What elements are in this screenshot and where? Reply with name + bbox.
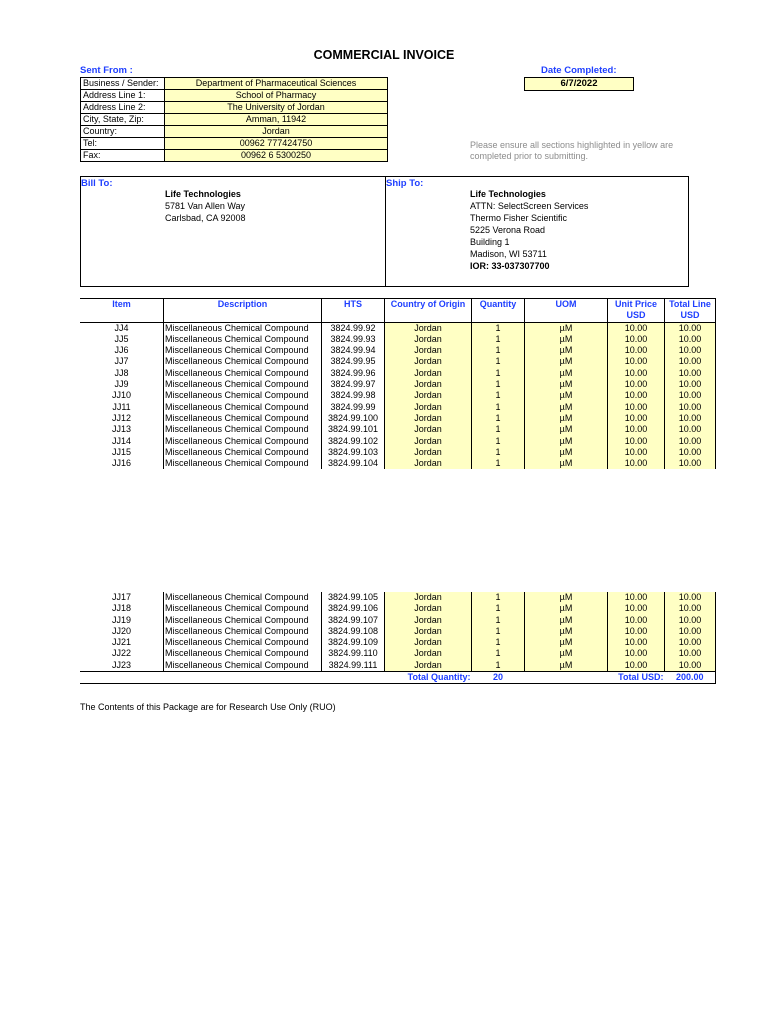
item-hts: 3824.99.95 — [322, 356, 385, 367]
item-country: Jordan — [385, 458, 472, 469]
item-id: JJ7 — [114, 356, 129, 367]
header-country: Country of Origin — [385, 299, 472, 323]
header-item: Item — [80, 299, 164, 323]
item-row — [80, 626, 716, 637]
item-total-line: 10.00 — [665, 345, 716, 356]
total-usd-value: 200.00 — [665, 672, 716, 684]
item-description: Miscellaneous Chemical Compound — [164, 345, 322, 356]
bill-to-line: 5781 Van Allen Way — [165, 201, 246, 211]
item-unit-price: 10.00 — [608, 592, 665, 603]
item-quantity: 1 — [472, 447, 525, 458]
item-row — [80, 436, 716, 447]
item-description: Miscellaneous Chemical Compound — [164, 615, 322, 626]
item-unit-price: 10.00 — [608, 379, 665, 390]
item-id: JJ8 — [114, 367, 129, 378]
item-quantity: 1 — [472, 402, 525, 413]
item-hts: 3824.99.109 — [322, 637, 385, 648]
item-hts: 3824.99.103 — [322, 447, 385, 458]
item-country: Jordan — [385, 368, 472, 379]
item-row — [80, 592, 716, 603]
item-country: Jordan — [385, 626, 472, 637]
item-quantity: 1 — [472, 637, 525, 648]
sender-field-label: Fax: — [81, 150, 165, 162]
item-id: JJ17 — [111, 592, 131, 602]
item-id: JJ22 — [111, 648, 131, 659]
ship-to-address — [470, 188, 588, 272]
item-hts: 3824.99.108 — [322, 626, 385, 637]
item-description: Miscellaneous Chemical Compound — [164, 637, 322, 648]
item-description: Miscellaneous Chemical Compound — [164, 660, 322, 672]
item-hts: 3824.99.111 — [322, 660, 385, 672]
item-id: JJ11 — [112, 401, 131, 412]
item-total-line: 10.00 — [665, 626, 716, 637]
bill-to-line: Carlsbad, CA 92008 — [165, 213, 246, 223]
item-description: Miscellaneous Chemical Compound — [164, 368, 322, 379]
item-description: Miscellaneous Chemical Compound — [164, 424, 322, 435]
item-country: Jordan — [385, 379, 472, 390]
item-total-line: 10.00 — [665, 368, 716, 379]
item-id: JJ12 — [111, 412, 131, 423]
item-country: Jordan — [385, 615, 472, 626]
item-country: Jordan — [385, 603, 472, 614]
item-description: Miscellaneous Chemical Compound — [164, 413, 322, 424]
item-total-line: 10.00 — [665, 458, 716, 469]
sender-field-value: Department of Pharmaceutical Sciences — [165, 78, 388, 90]
item-row — [80, 356, 716, 367]
item-country: Jordan — [385, 648, 472, 659]
item-row — [80, 390, 716, 401]
item-row — [80, 334, 716, 345]
ship-to-ior: IOR: 33-037307700 — [470, 261, 550, 271]
item-unit-price: 10.00 — [608, 322, 665, 334]
item-unit-price: 10.00 — [608, 390, 665, 401]
item-hts: 3824.99.96 — [322, 368, 385, 379]
item-row — [80, 368, 716, 379]
item-hts: 3824.99.102 — [322, 436, 385, 447]
item-hts: 3824.99.101 — [322, 424, 385, 435]
item-row — [80, 615, 716, 626]
item-quantity: 1 — [472, 615, 525, 626]
sender-table — [80, 77, 388, 162]
bill-to-name: Life Technologies — [165, 189, 241, 199]
item-uom: µM — [525, 660, 608, 672]
item-uom: µM — [525, 603, 608, 614]
item-total-line: 10.00 — [665, 402, 716, 413]
ship-to-line: Thermo Fisher Scientific — [470, 213, 568, 223]
item-id: JJ4 — [114, 322, 129, 333]
sender-row — [81, 138, 388, 150]
header-uom: UOM — [525, 299, 608, 323]
sender-field-value: The University of Jordan — [165, 102, 388, 114]
item-unit-price: 10.00 — [608, 648, 665, 659]
item-quantity: 1 — [472, 603, 525, 614]
item-row — [80, 447, 716, 458]
item-total-line: 10.00 — [665, 413, 716, 424]
item-quantity: 1 — [472, 334, 525, 345]
item-description: Miscellaneous Chemical Compound — [164, 334, 322, 345]
item-uom: µM — [525, 447, 608, 458]
sender-field-value: School of Pharmacy — [165, 90, 388, 102]
item-quantity: 1 — [472, 660, 525, 672]
item-unit-price: 10.00 — [608, 660, 665, 672]
item-hts: 3824.99.104 — [322, 458, 385, 469]
item-hts: 3824.99.107 — [322, 615, 385, 626]
item-row — [80, 322, 716, 334]
sender-row — [81, 114, 388, 126]
item-description: Miscellaneous Chemical Compound — [164, 648, 322, 659]
items-table-bottom — [80, 592, 716, 684]
item-country: Jordan — [385, 334, 472, 345]
item-row — [80, 424, 716, 435]
item-country: Jordan — [385, 592, 472, 603]
item-quantity: 1 — [472, 356, 525, 367]
item-unit-price: 10.00 — [608, 603, 665, 614]
item-hts: 3824.99.100 — [322, 413, 385, 424]
item-id: JJ21 — [111, 637, 131, 648]
item-uom: µM — [525, 615, 608, 626]
bill-to-address — [165, 188, 246, 224]
header-description: Description — [164, 299, 322, 323]
item-quantity: 1 — [472, 626, 525, 637]
item-description: Miscellaneous Chemical Compound — [164, 436, 322, 447]
item-id: JJ19 — [111, 614, 131, 625]
item-country: Jordan — [385, 345, 472, 356]
item-unit-price: 10.00 — [608, 413, 665, 424]
date-completed-value: 6/7/2022 — [524, 77, 634, 91]
sender-field-value: Amman, 11942 — [165, 114, 388, 126]
item-description: Miscellaneous Chemical Compound — [164, 626, 322, 637]
item-unit-price: 10.00 — [608, 436, 665, 447]
totals-row — [80, 672, 716, 684]
item-uom: µM — [525, 402, 608, 413]
item-row — [80, 603, 716, 614]
ship-to-line: Madison, WI 53711 — [470, 249, 547, 259]
item-country: Jordan — [385, 637, 472, 648]
item-total-line: 10.00 — [665, 660, 716, 672]
item-country: Jordan — [385, 402, 472, 413]
header-hts: HTS — [322, 299, 385, 323]
sender-field-value: Jordan — [165, 126, 388, 138]
totals-empty — [525, 672, 608, 684]
item-total-line: 10.00 — [665, 436, 716, 447]
item-description: Miscellaneous Chemical Compound — [164, 356, 322, 367]
item-total-line: 10.00 — [665, 390, 716, 401]
item-unit-price: 10.00 — [608, 626, 665, 637]
totals-empty — [164, 672, 322, 684]
items-table-top — [80, 298, 716, 469]
item-quantity: 1 — [472, 345, 525, 356]
item-id: JJ16 — [111, 458, 131, 469]
ship-to-line: Building 1 — [470, 237, 510, 247]
bill-to-label: Bill To: — [81, 178, 113, 189]
item-hts: 3824.99.99 — [322, 402, 385, 413]
item-id: JJ20 — [111, 625, 131, 636]
item-id: JJ9 — [114, 379, 129, 390]
ship-to-label: Ship To: — [386, 178, 424, 189]
item-unit-price: 10.00 — [608, 458, 665, 469]
item-quantity: 1 — [472, 648, 525, 659]
invoice-title: COMMERCIAL INVOICE — [313, 48, 455, 62]
item-quantity: 1 — [472, 458, 525, 469]
item-description: Miscellaneous Chemical Compound — [164, 322, 322, 334]
item-unit-price: 10.00 — [608, 368, 665, 379]
yellow-section-note: Please ensure all sections highlighted in yellow are completed prior to submitting. — [470, 140, 674, 161]
sender-field-label: Country: — [81, 126, 165, 138]
item-quantity: 1 — [472, 379, 525, 390]
item-hts: 3824.99.94 — [322, 345, 385, 356]
item-row — [80, 458, 716, 469]
item-id: JJ14 — [111, 435, 131, 446]
item-uom: µM — [525, 424, 608, 435]
totals-empty — [80, 672, 164, 684]
item-uom: µM — [525, 648, 608, 659]
item-unit-price: 10.00 — [608, 615, 665, 626]
item-uom: µM — [525, 413, 608, 424]
item-id: JJ18 — [111, 603, 131, 614]
item-row — [80, 402, 716, 413]
sent-from-label: Sent From : — [80, 65, 133, 76]
total-quantity-value: 20 — [472, 672, 525, 684]
item-uom: µM — [525, 592, 608, 603]
item-uom: µM — [525, 637, 608, 648]
item-country: Jordan — [385, 322, 472, 334]
sender-field-label: Tel: — [81, 138, 165, 150]
item-total-line: 10.00 — [665, 424, 716, 435]
item-total-line: 10.00 — [665, 592, 716, 603]
item-total-line: 10.00 — [665, 637, 716, 648]
sender-row — [81, 102, 388, 114]
item-quantity: 1 — [472, 322, 525, 334]
item-total-line: 10.00 — [665, 603, 716, 614]
item-row — [80, 637, 716, 648]
sender-row — [81, 78, 388, 90]
item-uom: µM — [525, 436, 608, 447]
item-uom: µM — [525, 356, 608, 367]
header-unit-price: Unit Price USD — [608, 299, 665, 323]
item-description: Miscellaneous Chemical Compound — [164, 379, 322, 390]
item-total-line: 10.00 — [665, 648, 716, 659]
ship-to-name: Life Technologies — [470, 189, 546, 199]
item-uom: µM — [525, 626, 608, 637]
item-id: JJ6 — [114, 345, 129, 356]
ship-to-line: 5225 Verona Road — [470, 225, 546, 235]
item-quantity: 1 — [472, 592, 525, 603]
item-country: Jordan — [385, 413, 472, 424]
item-country: Jordan — [385, 447, 472, 458]
item-quantity: 1 — [472, 413, 525, 424]
item-quantity: 1 — [472, 390, 525, 401]
item-unit-price: 10.00 — [608, 334, 665, 345]
item-uom: µM — [525, 458, 608, 469]
item-uom: µM — [525, 379, 608, 390]
header-total-line: Total Line USD — [665, 299, 716, 323]
item-country: Jordan — [385, 356, 472, 367]
item-description: Miscellaneous Chemical Compound — [164, 458, 322, 469]
item-id: JJ23 — [111, 659, 131, 670]
sender-field-label: Address Line 2: — [81, 102, 165, 114]
sender-field-value: 00962 777424750 — [165, 138, 388, 150]
item-quantity: 1 — [472, 436, 525, 447]
sender-row — [81, 150, 388, 162]
item-total-line: 10.00 — [665, 615, 716, 626]
item-total-line: 10.00 — [665, 322, 716, 334]
header-quantity: Quantity — [472, 299, 525, 323]
item-description: Miscellaneous Chemical Compound — [164, 390, 322, 401]
item-id: JJ5 — [114, 333, 129, 344]
item-uom: µM — [525, 334, 608, 345]
bill-ship-divider — [385, 177, 386, 286]
item-country: Jordan — [385, 660, 472, 672]
item-total-line: 10.00 — [665, 447, 716, 458]
item-row — [80, 345, 716, 356]
sender-field-label: Address Line 1: — [81, 90, 165, 102]
item-row — [80, 379, 716, 390]
item-id: JJ10 — [111, 390, 131, 401]
item-hts: 3824.99.106 — [322, 603, 385, 614]
item-id: JJ13 — [111, 424, 131, 435]
item-description: Miscellaneous Chemical Compound — [164, 402, 322, 413]
item-unit-price: 10.00 — [608, 356, 665, 367]
sender-field-label: City, State, Zip: — [81, 114, 165, 126]
item-hts: 3824.99.92 — [322, 322, 385, 334]
item-total-line: 10.00 — [665, 379, 716, 390]
item-hts: 3824.99.97 — [322, 379, 385, 390]
item-description: Miscellaneous Chemical Compound — [164, 592, 322, 603]
item-row — [80, 660, 716, 672]
item-row — [80, 413, 716, 424]
item-unit-price: 10.00 — [608, 345, 665, 356]
item-id: JJ15 — [111, 446, 131, 457]
ship-to-line: ATTN: SelectScreen Services — [470, 201, 589, 211]
item-hts: 3824.99.110 — [322, 648, 385, 659]
total-usd-label: Total USD: — [608, 672, 665, 684]
sender-row — [81, 126, 388, 138]
sender-field-value: 00962 6 5300250 — [165, 150, 388, 162]
item-total-line: 10.00 — [665, 334, 716, 345]
item-hts: 3824.99.98 — [322, 390, 385, 401]
item-country: Jordan — [385, 424, 472, 435]
item-unit-price: 10.00 — [608, 447, 665, 458]
item-hts: 3824.99.105 — [322, 592, 385, 603]
item-quantity: 1 — [472, 424, 525, 435]
item-description: Miscellaneous Chemical Compound — [164, 603, 322, 614]
item-uom: µM — [525, 322, 608, 334]
sender-field-label: Business / Sender: — [81, 78, 165, 90]
items-header-row — [80, 299, 716, 323]
item-hts: 3824.99.93 — [322, 334, 385, 345]
item-unit-price: 10.00 — [608, 637, 665, 648]
bill-ship-box — [80, 176, 689, 287]
item-description: Miscellaneous Chemical Compound — [164, 447, 322, 458]
item-country: Jordan — [385, 390, 472, 401]
totals-empty — [322, 672, 385, 684]
sender-row — [81, 90, 388, 102]
item-country: Jordan — [385, 436, 472, 447]
item-unit-price: 10.00 — [608, 424, 665, 435]
item-quantity: 1 — [472, 368, 525, 379]
ruo-footer: The Contents of this Package are for Research Use Only (RUO) — [80, 702, 336, 712]
item-unit-price: 10.00 — [608, 402, 665, 413]
item-uom: µM — [525, 345, 608, 356]
date-completed-label: Date Completed: — [541, 65, 617, 76]
item-row — [80, 648, 716, 659]
item-total-line: 10.00 — [665, 356, 716, 367]
item-uom: µM — [525, 390, 608, 401]
total-quantity-label: Total Quantity: — [385, 672, 472, 684]
item-uom: µM — [525, 368, 608, 379]
